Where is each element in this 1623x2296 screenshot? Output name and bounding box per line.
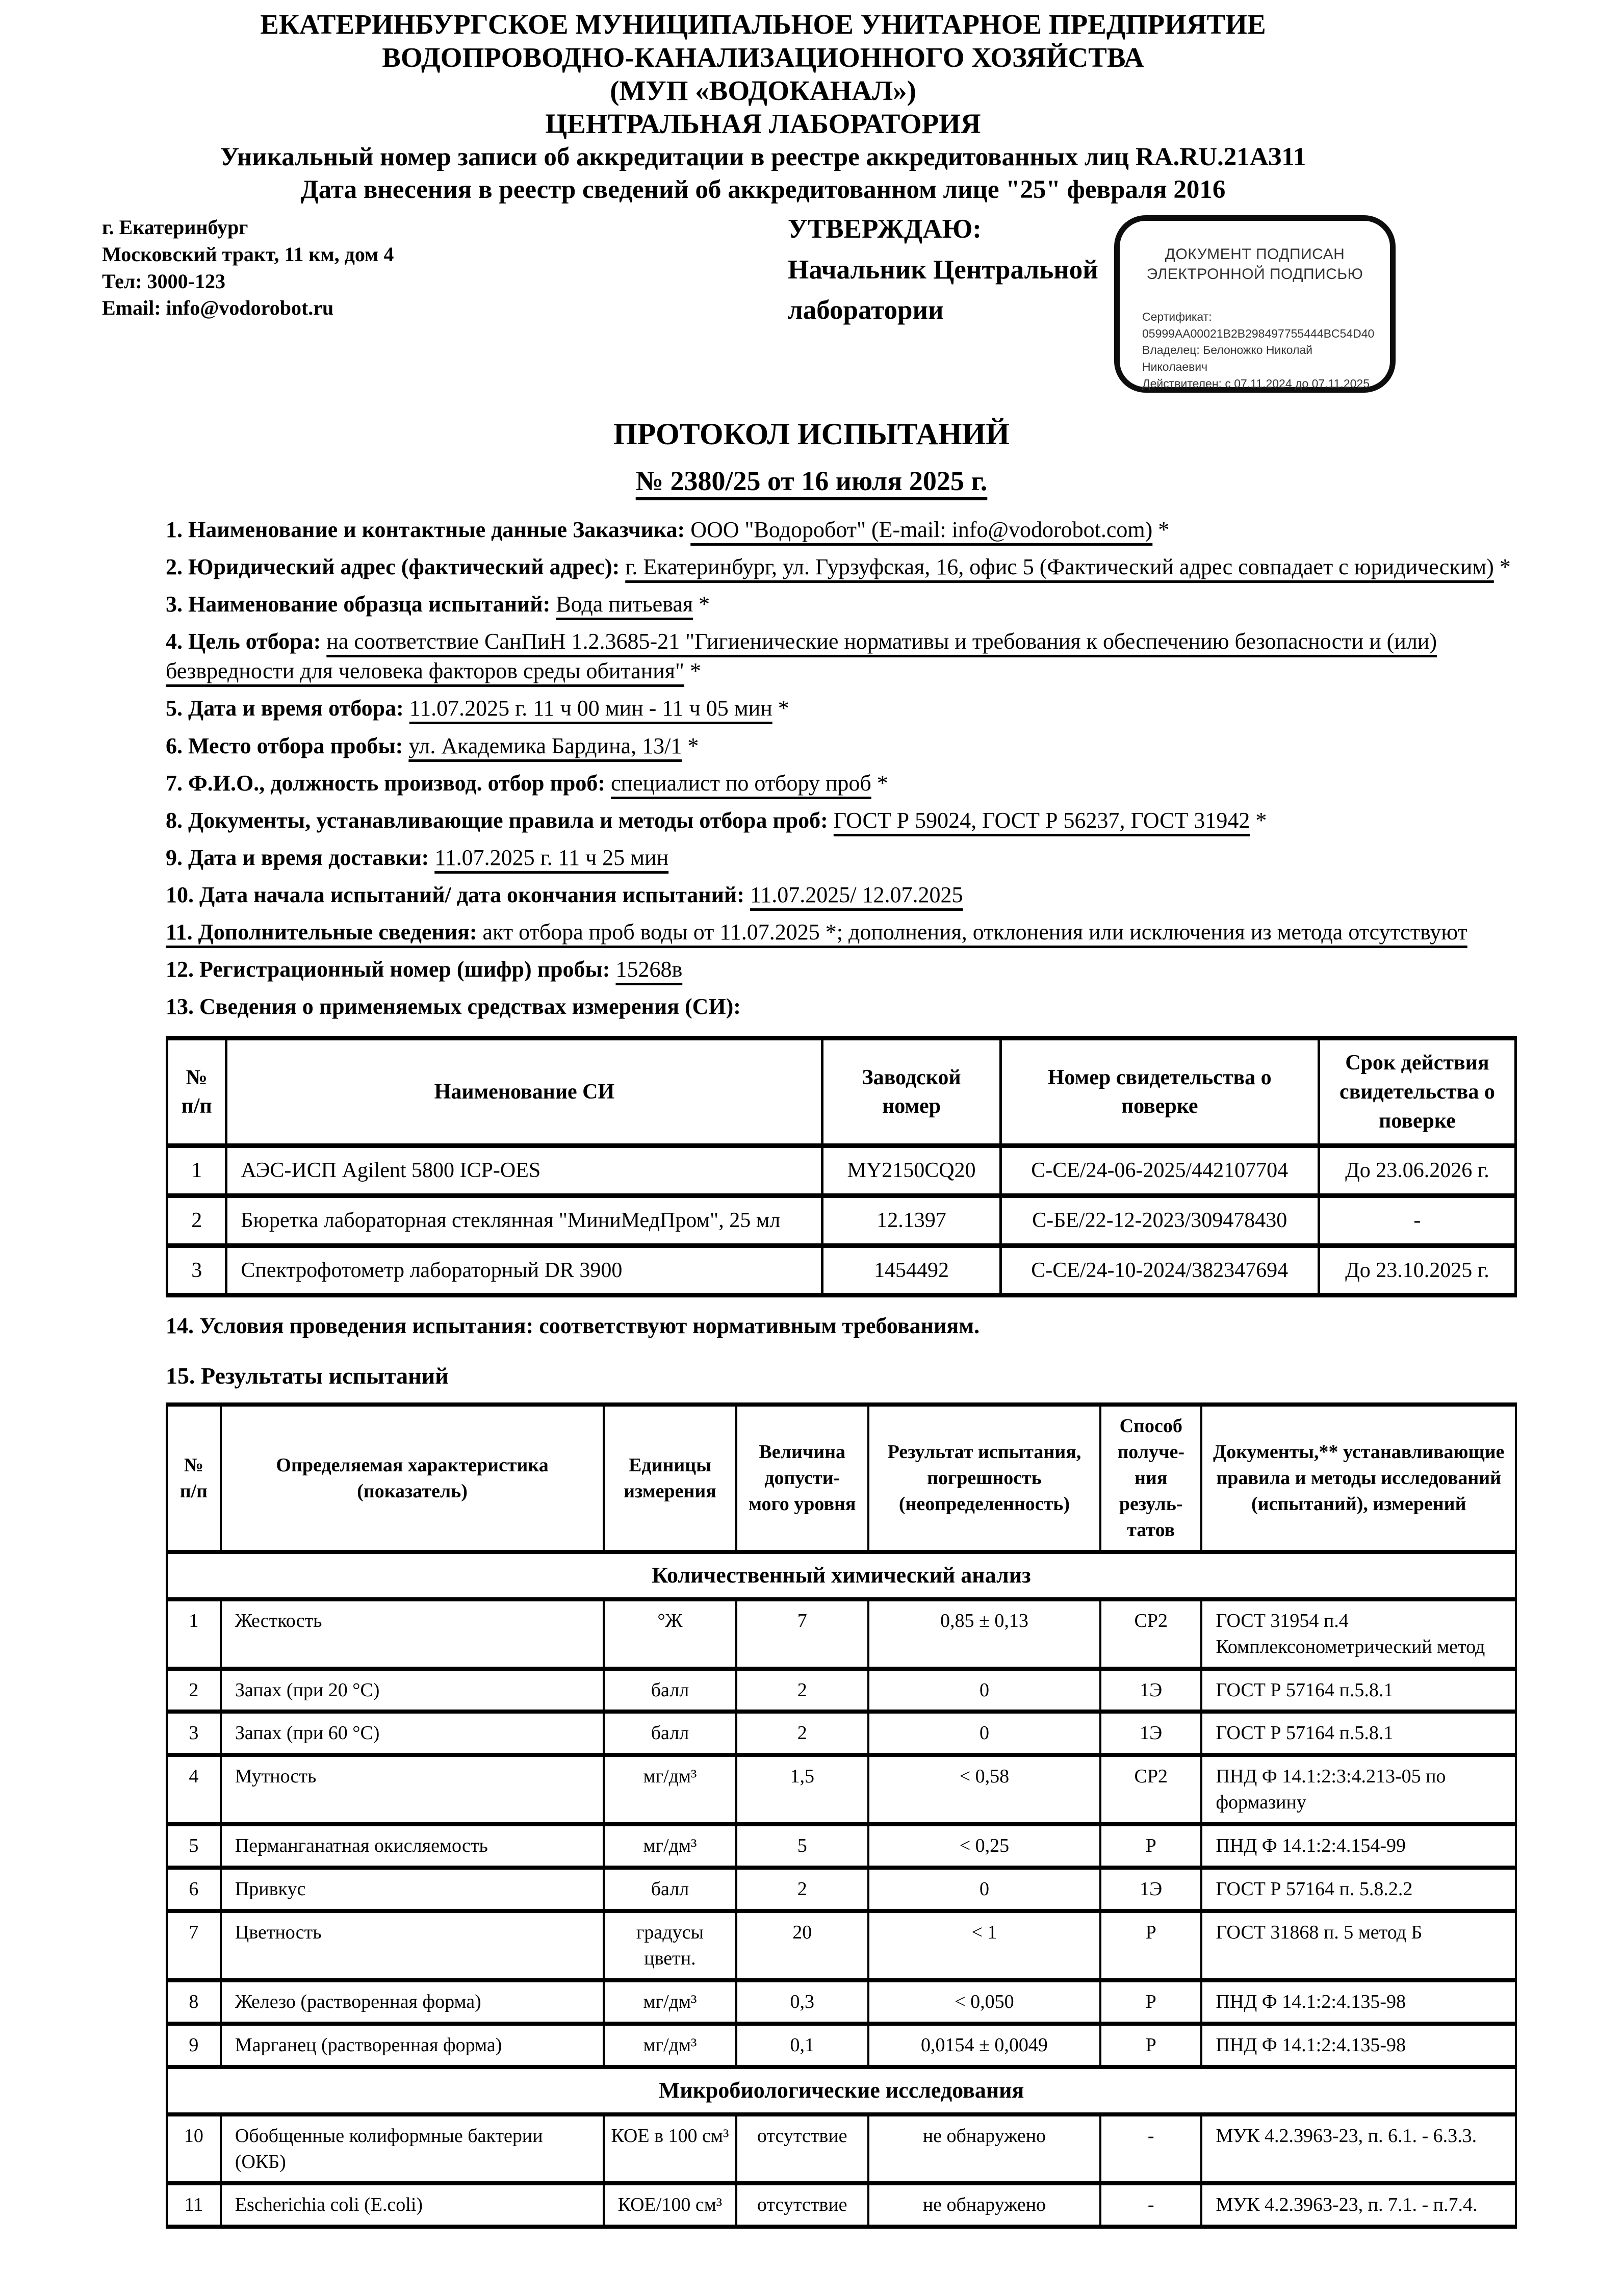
- protocol-title: ПРОТОКОЛ ИСПЫТАНИЙ: [613, 417, 1010, 451]
- table-cell: ГОСТ Р 57164 п. 5.8.2.2: [1201, 1868, 1516, 1911]
- item-label: 12. Регистрационный номер (шифр) пробы:: [166, 957, 616, 982]
- table-body: [167, 1552, 1516, 2227]
- item-label: 3. Наименование образца испытаний:: [166, 592, 556, 617]
- table-cell: Перманганатная окисляемость: [221, 1824, 604, 1868]
- item-label: 8. Документы, устанавливающие правила и методы отбора проб:: [166, 807, 834, 833]
- table-header-cell: Величина допусти- мого уровня: [736, 1405, 868, 1552]
- item-asterisk: *: [684, 658, 702, 684]
- table-cell: ГОСТ Р 57164 п.5.8.1: [1201, 1669, 1516, 1712]
- item-value: ул. Академика Бардина, 13/1: [408, 733, 682, 758]
- item-label: 2. Юридический адрес (фактический адрес):: [166, 554, 626, 580]
- table-row: [167, 1669, 1516, 1712]
- measuring-instruments-table: [166, 1036, 1517, 1297]
- table-body: [167, 1146, 1516, 1295]
- table-header: [167, 1405, 1516, 1552]
- table-cell: 0,3: [736, 1980, 868, 2024]
- table-cell: 1: [167, 1599, 221, 1669]
- approve-line: лаборатории: [788, 295, 944, 325]
- item-label: 4. Цель отбора:: [166, 629, 327, 654]
- section-title: Количественный химический анализ: [167, 1552, 1516, 1599]
- table-cell: 3: [167, 1245, 226, 1295]
- org-name-line-2: ВОДОПРОВОДНО-КАНАЛИЗАЦИОННОГО ХОЗЯЙСТВА: [382, 41, 1144, 73]
- certificate-validity: Действителен: с 07.11.2024 до 07.11.2025: [1142, 376, 1370, 390]
- table-cell: 1454492: [822, 1245, 1000, 1295]
- table-cell: ПНД Ф 14.1:2:4.154-99: [1201, 1824, 1516, 1868]
- item-label: 6. Место отбора пробы:: [166, 733, 409, 758]
- section-title: Микробиологические исследования: [167, 2067, 1516, 2114]
- table-cell: С-СЕ/24-06-2025/442107704: [1000, 1146, 1319, 1196]
- table-cell: балл: [604, 1868, 736, 1911]
- table-cell: С-СЕ/24-10-2024/382347694: [1000, 1245, 1319, 1295]
- table-cell: ПНД Ф 14.1:2:3:4.213-05 по формазину: [1201, 1755, 1516, 1824]
- org-name-lines: [0, 8, 1526, 141]
- certificate-number: 05999AA00021B2B298497755444BC54D40: [1142, 326, 1375, 340]
- table-cell: Мутность: [221, 1755, 604, 1824]
- item-10: [166, 880, 1517, 910]
- section-row: [167, 2067, 1516, 2114]
- table-cell: 4: [167, 1755, 221, 1824]
- table-header-cell: Результат испытания, погрешность (неопределенность): [868, 1405, 1100, 1552]
- table-cell: Спектрофотометр лабораторный DR 3900: [226, 1245, 822, 1295]
- table-cell: -: [1100, 2114, 1201, 2184]
- certificate-owner: Владелец: Белоножко Николай Николаевич: [1142, 343, 1313, 374]
- item-asterisk: *: [682, 733, 699, 758]
- item-13: [166, 992, 1517, 1022]
- table-cell: 0,85 ± 0,13: [868, 1599, 1100, 1669]
- table-cell: -: [1319, 1195, 1515, 1245]
- address-line-3: Тел: 3000-123: [102, 269, 225, 293]
- item-12: [166, 955, 1517, 984]
- table-cell: Цветность: [221, 1911, 604, 1980]
- table-cell: отсутствие: [736, 2114, 868, 2184]
- test-results-table: [166, 1402, 1517, 2229]
- table-cell: 7: [736, 1599, 868, 1669]
- table-cell: Р: [1100, 1824, 1201, 1868]
- item-11: [166, 917, 1517, 947]
- item-8: [166, 806, 1517, 835]
- item-label: 13. Сведения о применяемых средствах измерения (СИ):: [166, 994, 741, 1019]
- address-line-2: Московский тракт, 11 км, дом 4: [102, 242, 394, 266]
- table-header-cell: № п/п: [167, 1038, 226, 1146]
- approve-line: Начальник Центральной: [788, 254, 1098, 285]
- table-cell: Привкус: [221, 1868, 604, 1911]
- table-cell: ГОСТ 31868 п. 5 метод Б: [1201, 1911, 1516, 1980]
- item-asterisk: *: [693, 592, 710, 617]
- table-cell: 11: [167, 2183, 221, 2227]
- item-7: [166, 769, 1517, 798]
- table-cell: С-БЕ/22-12-2023/309478430: [1000, 1195, 1319, 1245]
- table-header: [167, 1038, 1516, 1146]
- table-cell: Р: [1100, 2024, 1201, 2067]
- table-cell: 0,1: [736, 2024, 868, 2067]
- table-cell: < 0,050: [868, 1980, 1100, 2024]
- table-cell: 3: [167, 1712, 221, 1755]
- table-cell: СР2: [1100, 1599, 1201, 1669]
- item-4: [166, 627, 1517, 686]
- table-cell: 2: [167, 1669, 221, 1712]
- header-row: [0, 206, 1623, 407]
- table-cell: 5: [167, 1824, 221, 1868]
- table-cell: ПНД Ф 14.1:2:4.135-98: [1201, 1980, 1516, 2024]
- document-body: [0, 515, 1623, 2229]
- table-row: [167, 2024, 1516, 2067]
- lab-address-block: [102, 214, 394, 322]
- table-header-cell: Способ получе- ния резуль- татов: [1100, 1405, 1201, 1552]
- table-cell: не обнаружено: [868, 2114, 1100, 2184]
- approve-line: УТВЕРЖДАЮ:: [788, 214, 982, 244]
- table-cell: 1,5: [736, 1755, 868, 1824]
- table-cell: -: [1100, 2183, 1201, 2227]
- table-cell: 1: [167, 1146, 226, 1196]
- table-row: [167, 1195, 1516, 1245]
- item-value: 11.07.2025 г. 11 ч 00 мин - 11 ч 05 мин: [409, 696, 772, 721]
- table-cell: MY2150CQ20: [822, 1146, 1000, 1196]
- item-value: ГОСТ Р 59024, ГОСТ Р 56237, ГОСТ 31942: [833, 807, 1250, 833]
- org-name-line-4: ЦЕНТРАЛЬНАЯ ЛАБОРАТОРИЯ: [545, 108, 981, 139]
- item-label: 11. Дополнительные сведения:: [166, 919, 483, 945]
- table-row: [167, 1824, 1516, 1868]
- table-cell: МУК 4.2.3963-23, п. 6.1. - 6.3.3.: [1201, 2114, 1516, 2184]
- table-cell: отсутствие: [736, 2183, 868, 2227]
- stamp-title-line: ЭЛЕКТРОННОЙ ПОДПИСЬЮ: [1146, 266, 1363, 283]
- table-header-cell: Документы,** устанавливающие правила и методы исследований (испытаний), измерений: [1201, 1405, 1516, 1552]
- section-row: [167, 1552, 1516, 1599]
- item-value: 11.07.2025/ 12.07.2025: [750, 882, 963, 907]
- item-asterisk: *: [871, 770, 888, 796]
- table-cell: < 0,58: [868, 1755, 1100, 1824]
- item-asterisk: *: [772, 696, 789, 721]
- item-label: 7. Ф.И.О., должность производ. отбор проб:: [166, 770, 611, 796]
- approval-block: [788, 209, 1098, 331]
- table-cell: балл: [604, 1712, 736, 1755]
- table-cell: МУК 4.2.3963-23, п. 7.1. - п.7.4.: [1201, 2183, 1516, 2227]
- item-value: на соответствие СанПиН 1.2.3685-21 "Гигиенические нормативы и требования к обеспечению безопасности и (или) безвредности для человека факторов среды обитания": [166, 629, 1437, 684]
- table-cell: СР2: [1100, 1755, 1201, 1824]
- item-value: Вода питьевая: [556, 592, 693, 617]
- item-6: [166, 731, 1517, 761]
- table-cell: Р: [1100, 1980, 1201, 2024]
- table-cell: 1Э: [1100, 1669, 1201, 1712]
- item-3: [166, 590, 1517, 619]
- table-row: [167, 1712, 1516, 1755]
- table-header-row: [167, 1038, 1516, 1146]
- item-asterisk: *: [1250, 807, 1267, 833]
- table-cell: 0: [868, 1712, 1100, 1755]
- item-value: специалист по отбору проб: [610, 770, 871, 796]
- table-cell: 1Э: [1100, 1712, 1201, 1755]
- table-cell: Жесткость: [221, 1599, 604, 1669]
- table-cell: мг/дм³: [604, 1824, 736, 1868]
- table-cell: КОЕ/100 см³: [604, 2183, 736, 2227]
- table-cell: 12.1397: [822, 1195, 1000, 1245]
- table-cell: Обобщенные колиформные бактерии (ОКБ): [221, 2114, 604, 2184]
- table-cell: 8: [167, 1980, 221, 2024]
- org-name-line-3: (МУП «ВОДОКАНАЛ»): [610, 74, 916, 106]
- table-cell: ПНД Ф 14.1:2:4.135-98: [1201, 2024, 1516, 2067]
- table-row: [167, 1755, 1516, 1824]
- table-header-row: [167, 1405, 1516, 1552]
- table-cell: Запах (при 20 °С): [221, 1669, 604, 1712]
- table-header-cell: Определяемая характеристика (показатель): [221, 1405, 604, 1552]
- table-header-cell: Единицы измерения: [604, 1405, 736, 1552]
- document-header: [0, 0, 1623, 206]
- table-row: [167, 1980, 1516, 2024]
- table-cell: Бюретка лабораторная стеклянная "МиниМедПром", 25 мл: [226, 1195, 822, 1245]
- table-cell: балл: [604, 1669, 736, 1712]
- table-cell: ГОСТ Р 57164 п.5.8.1: [1201, 1712, 1516, 1755]
- accreditation-lines: [0, 141, 1526, 207]
- item-value: ООО "Водоробот" (E-mail: info@vodorobot.com): [690, 517, 1153, 543]
- table-cell: мг/дм³: [604, 1980, 736, 2024]
- table-cell: 7: [167, 1911, 221, 1980]
- table-cell: КОЕ в 100 см³: [604, 2114, 736, 2184]
- protocol-number-line: [0, 465, 1623, 497]
- certificate-label: Сертификат:: [1142, 310, 1212, 324]
- table-cell: 20: [736, 1911, 868, 1980]
- table-cell: Р: [1100, 1911, 1201, 1980]
- table-cell: Запах (при 60 °С): [221, 1712, 604, 1755]
- item-asterisk: *: [1493, 554, 1511, 580]
- item-value: 15268в: [615, 957, 683, 982]
- digital-signature-stamp: [1114, 215, 1396, 393]
- table-cell: мг/дм³: [604, 2024, 736, 2067]
- table-cell: 2: [736, 1712, 868, 1755]
- table-cell: ГОСТ 31954 п.4 Комплексонометрический метод: [1201, 1599, 1516, 1669]
- item-2: [166, 552, 1517, 582]
- item-label: 1. Наименование и контактные данные Заказчика:: [166, 517, 691, 543]
- results-section-title: 15. Результаты испытаний: [166, 1363, 449, 1389]
- table-row: [167, 2114, 1516, 2184]
- item-value: акт отбора проб воды от 11.07.2025 *; дополнения, отклонения или исключения из метода отсутствуют: [482, 919, 1467, 945]
- table-row: [167, 2183, 1516, 2227]
- test-conditions-line: 14. Условия проведения испытания: соответствуют нормативным требованиям.: [166, 1313, 980, 1339]
- table-cell: Escherichia coli (E.coli): [221, 2183, 604, 2227]
- table-cell: АЭС-ИСП Agilent 5800 ICP-OES: [226, 1146, 822, 1196]
- item-9: [166, 843, 1517, 873]
- table-header-cell: Номер свидетельства о поверке: [1000, 1038, 1319, 1146]
- item-label: 5. Дата и время отбора:: [166, 696, 409, 721]
- stamp-title-line: ДОКУМЕНТ ПОДПИСАН: [1165, 246, 1345, 263]
- table-cell: 5: [736, 1824, 868, 1868]
- table-cell: До 23.06.2026 г.: [1319, 1146, 1515, 1196]
- table-header-cell: № п/п: [167, 1405, 221, 1552]
- address-line-1: г. Екатеринбург: [102, 216, 248, 239]
- table-cell: 2: [736, 1669, 868, 1712]
- table-cell: не обнаружено: [868, 2183, 1100, 2227]
- table-cell: 0,0154 ± 0,0049: [868, 2024, 1100, 2067]
- stamp-title: [1120, 244, 1390, 284]
- item-label: 10. Дата начала испытаний/ дата окончания испытаний:: [166, 882, 750, 907]
- table-cell: < 0,25: [868, 1824, 1100, 1868]
- item-1: [166, 515, 1517, 545]
- table-row: [167, 1911, 1516, 1980]
- address-line-4: Email: info@vodorobot.ru: [102, 296, 334, 320]
- table-cell: мг/дм³: [604, 1755, 736, 1824]
- table-cell: < 1: [868, 1911, 1100, 1980]
- table-cell: 0: [868, 1669, 1100, 1712]
- item-asterisk: *: [1152, 517, 1170, 543]
- table-cell: градусы цветн.: [604, 1911, 736, 1980]
- item-5: [166, 694, 1517, 723]
- table-cell: 10: [167, 2114, 221, 2184]
- table-cell: 9: [167, 2024, 221, 2067]
- protocol-number: № 2380/25 от 16 июля 2025 г.: [635, 466, 988, 497]
- table-cell: 6: [167, 1868, 221, 1911]
- item-value: г. Екатеринбург, ул. Гурзуфская, 16, офис 5 (Фактический адрес совпадает с юридическим): [625, 554, 1494, 580]
- numbered-items: [166, 515, 1517, 1022]
- table-row: [167, 1245, 1516, 1295]
- table-cell: 1Э: [1100, 1868, 1201, 1911]
- accreditation-line-1: Уникальный номер записи об аккредитации в реестре аккредитованных лиц RA.RU.21АЗ11: [220, 142, 1306, 171]
- table-cell: Железо (растворенная форма): [221, 1980, 604, 2024]
- table-cell: 2: [736, 1868, 868, 1911]
- table-cell: 2: [167, 1195, 226, 1245]
- item-value: 11.07.2025 г. 11 ч 25 мин: [434, 845, 669, 870]
- table-cell: °Ж: [604, 1599, 736, 1669]
- table-header-cell: Срок действия свидетельства о поверке: [1319, 1038, 1515, 1146]
- stamp-certificate-info: [1142, 309, 1376, 392]
- org-name-line-1: ЕКАТЕРИНБУРГСКОЕ МУНИЦИПАЛЬНОЕ УНИТАРНОЕ ПРЕДПРИЯТИЕ: [260, 9, 1266, 40]
- table-header-cell: Наименование СИ: [226, 1038, 822, 1146]
- table-row: [167, 1599, 1516, 1669]
- item-label: 9. Дата и время доставки:: [166, 845, 435, 870]
- table-row: [167, 1868, 1516, 1911]
- accreditation-line-2: Дата внесения в реестр сведений об аккредитованном лице "25" февраля 2016: [300, 175, 1226, 204]
- table-row: [167, 1146, 1516, 1196]
- table-cell: До 23.10.2025 г.: [1319, 1245, 1515, 1295]
- table-header-cell: Заводской номер: [822, 1038, 1000, 1146]
- table-cell: 0: [868, 1868, 1100, 1911]
- table-cell: Марганец (растворенная форма): [221, 2024, 604, 2067]
